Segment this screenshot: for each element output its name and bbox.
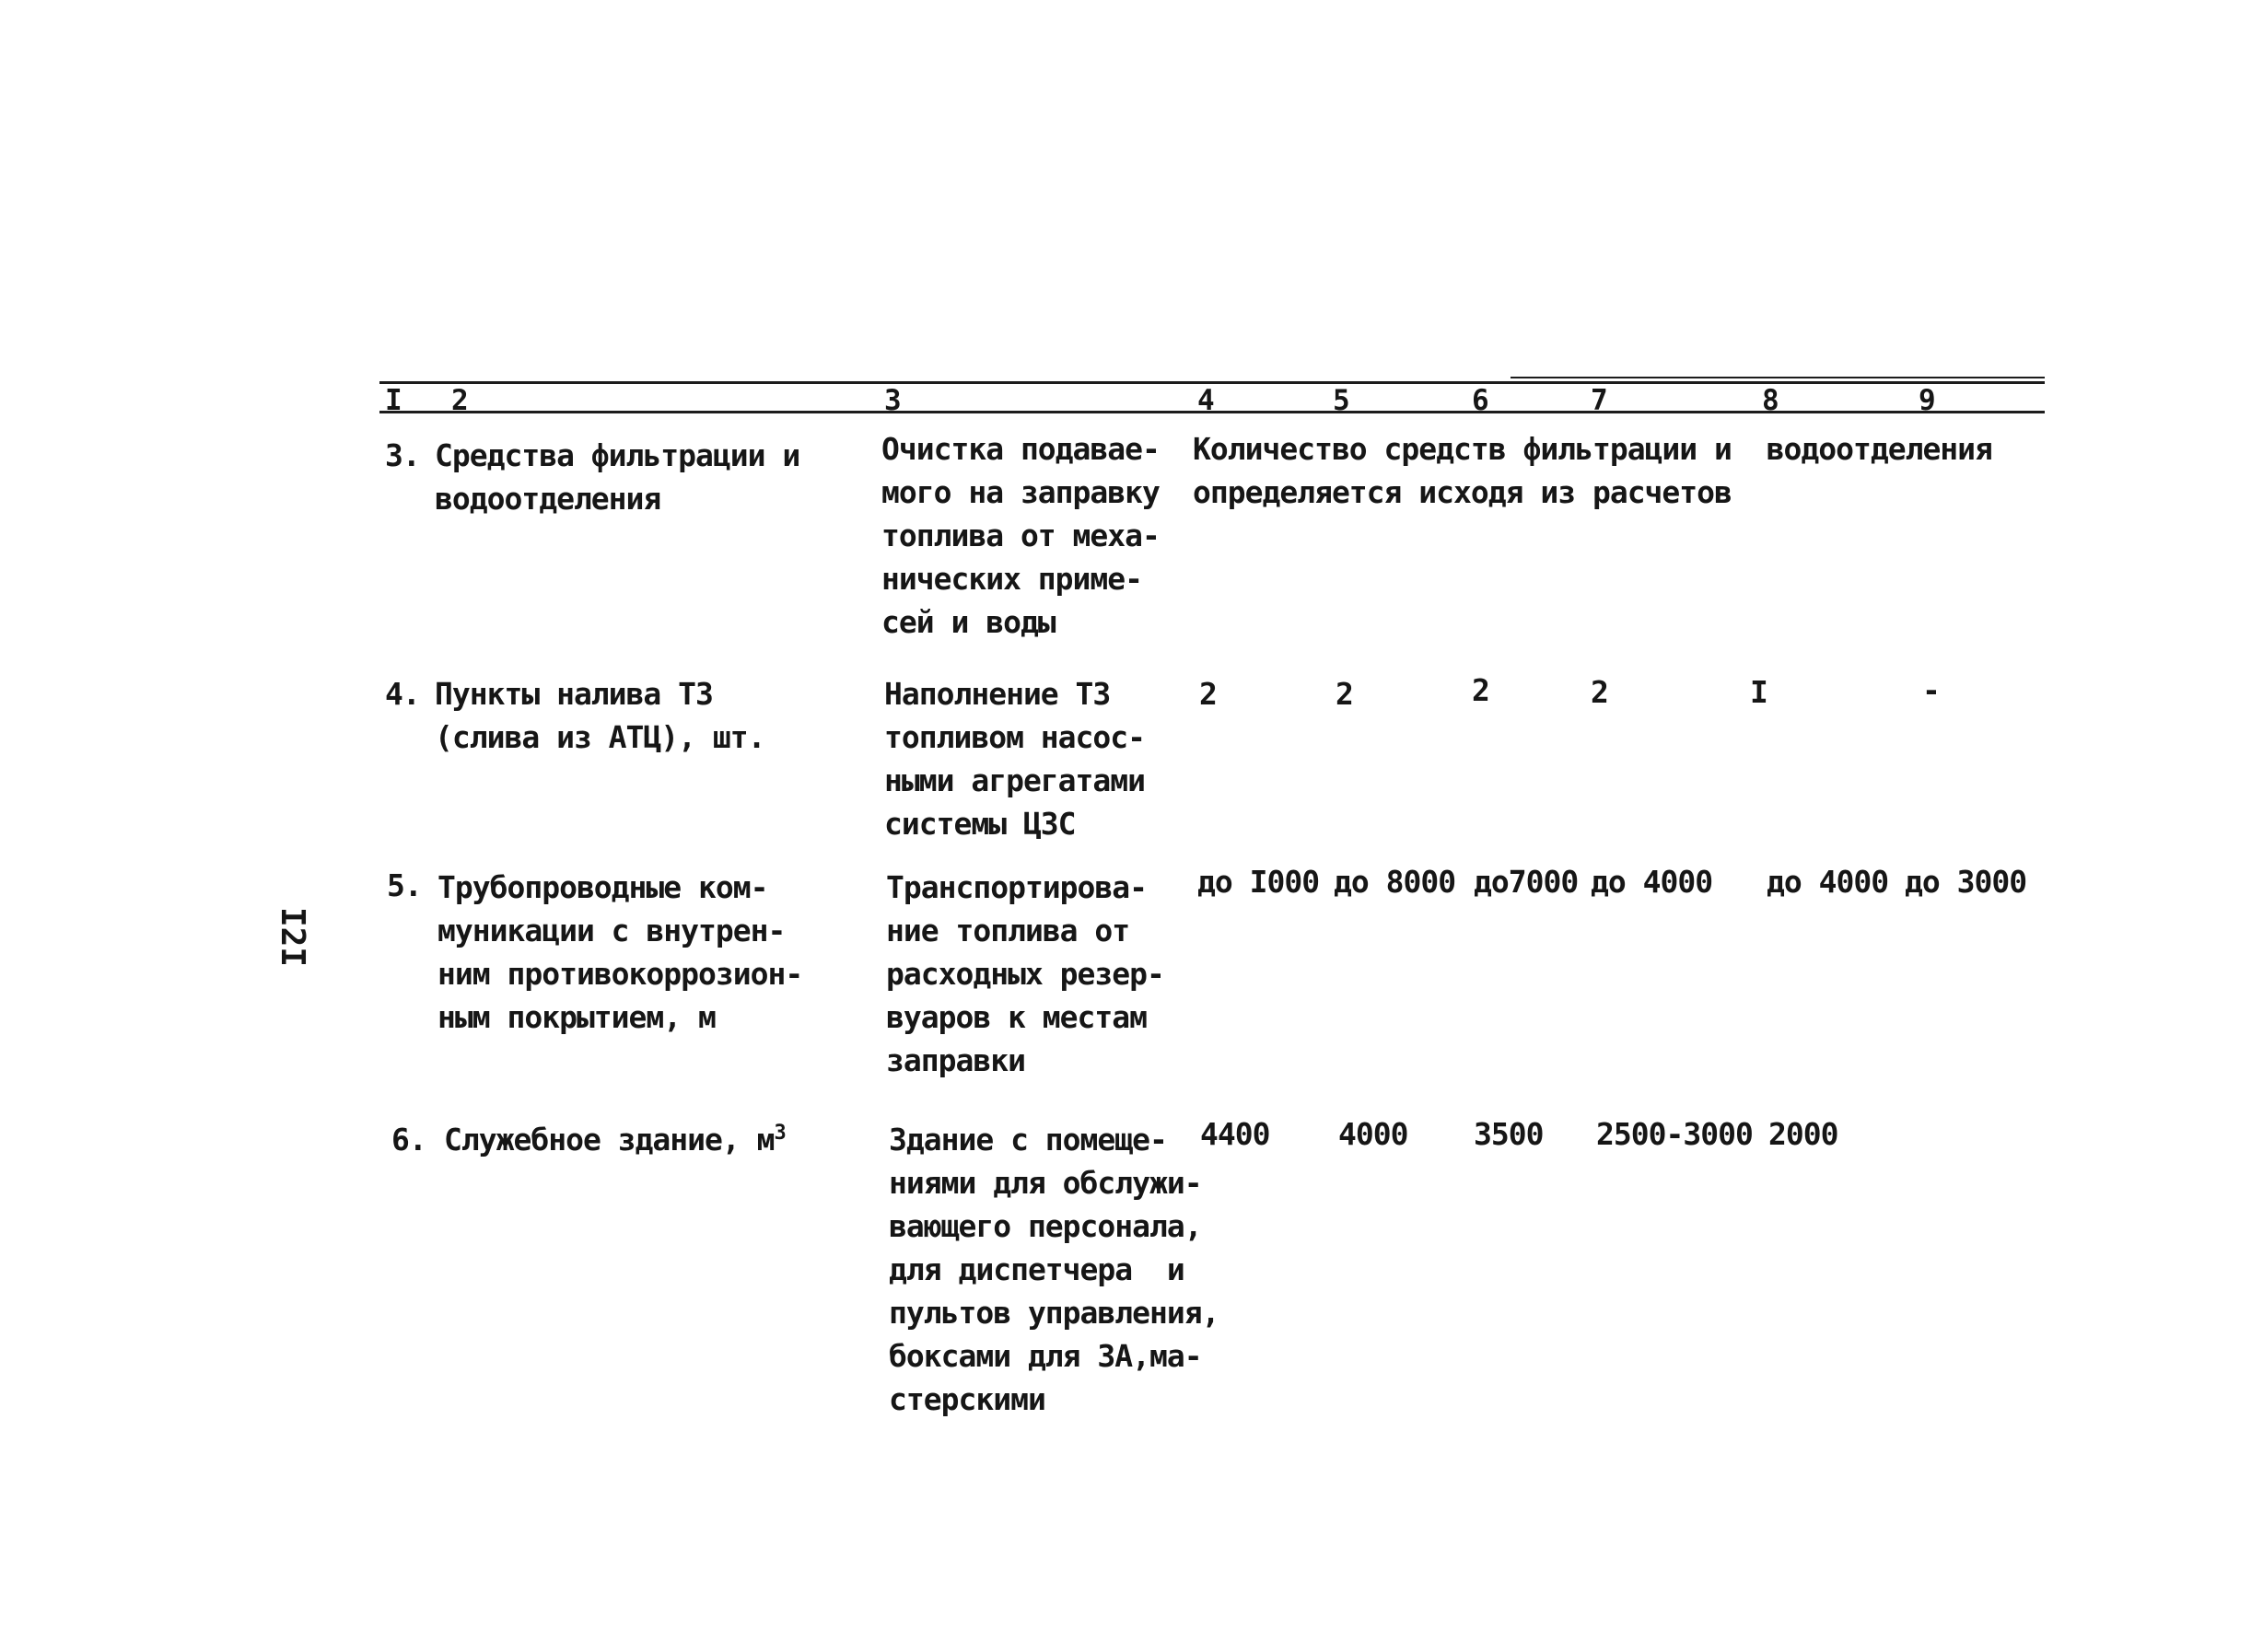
value-col6: 2: [1472, 672, 1489, 708]
row-number: 5.: [387, 867, 422, 903]
value-col4: 4400: [1200, 1116, 1270, 1152]
value-col9: до 3000: [1905, 864, 2027, 900]
col-header-9: 9: [1919, 384, 1936, 417]
value-col5: до 8000: [1334, 864, 1456, 900]
value-col6: до7000: [1474, 864, 1579, 900]
unit-superscript: 3: [774, 1122, 786, 1145]
row-name: [444, 1118, 786, 1161]
col-header-2: 2: [451, 384, 469, 417]
value-col7: 2: [1591, 674, 1608, 710]
row-name-text: Служебное здание, м: [444, 1122, 775, 1158]
page-number: I2I: [274, 907, 311, 968]
col-header-7: 7: [1591, 384, 1608, 417]
value-col8: 2000: [1768, 1116, 1838, 1152]
row-number: 3.: [385, 437, 420, 473]
value-col9: -: [1922, 672, 1940, 708]
col-header-8: 8: [1762, 384, 1779, 417]
row-purpose: Здание с помеще- ниями для обслужи- вающего персонала, для диспетчера и пультов управления, боксами для ЗА,ма- стерскими: [889, 1122, 1219, 1417]
row-purpose: Наполнение ТЗ топливом насос- ными агрегатами системы ЦЗС: [884, 676, 1146, 842]
col-header-4: 4: [1197, 384, 1215, 417]
value-col5: 2: [1336, 676, 1353, 712]
row-purpose: Транспортирова- ние топлива от расходных резер- вуаров к местам заправки: [886, 869, 1164, 1078]
value-col4: до I000: [1197, 864, 1320, 900]
value-col8: I: [1750, 674, 1767, 710]
value-col7: до 4000: [1591, 864, 1713, 900]
row-name: Пункты налива ТЗ (слива из АТЦ), шт.: [435, 676, 765, 755]
col-header-1: I: [385, 384, 402, 417]
row-note: Количество средств фильтрации и водоотделения определяется исходя из расчетов: [1193, 431, 1992, 510]
row-number: 6.: [391, 1122, 426, 1158]
row-name: Трубопроводные ком- муникации с внутрен- ним противокоррозион- ным покрытием, м: [437, 869, 803, 1035]
header-top-rule-second: [1511, 377, 2045, 378]
value-col6: 3500: [1474, 1116, 1544, 1152]
col-header-6: 6: [1472, 384, 1489, 417]
col-header-5: 5: [1333, 384, 1350, 417]
value-col5: 4000: [1338, 1116, 1408, 1152]
value-col4: 2: [1199, 676, 1217, 712]
value-col8: до 4000: [1767, 864, 1889, 900]
col-header-3: 3: [884, 384, 902, 417]
row-number: 4.: [385, 676, 420, 712]
row-purpose: Очистка подавае- мого на заправку топлива от меха- нических приме- сей и воды: [881, 431, 1160, 640]
row-name: Средства фильтрации и водоотделения: [435, 437, 800, 517]
value-col7: 2500-3000: [1596, 1116, 1753, 1152]
